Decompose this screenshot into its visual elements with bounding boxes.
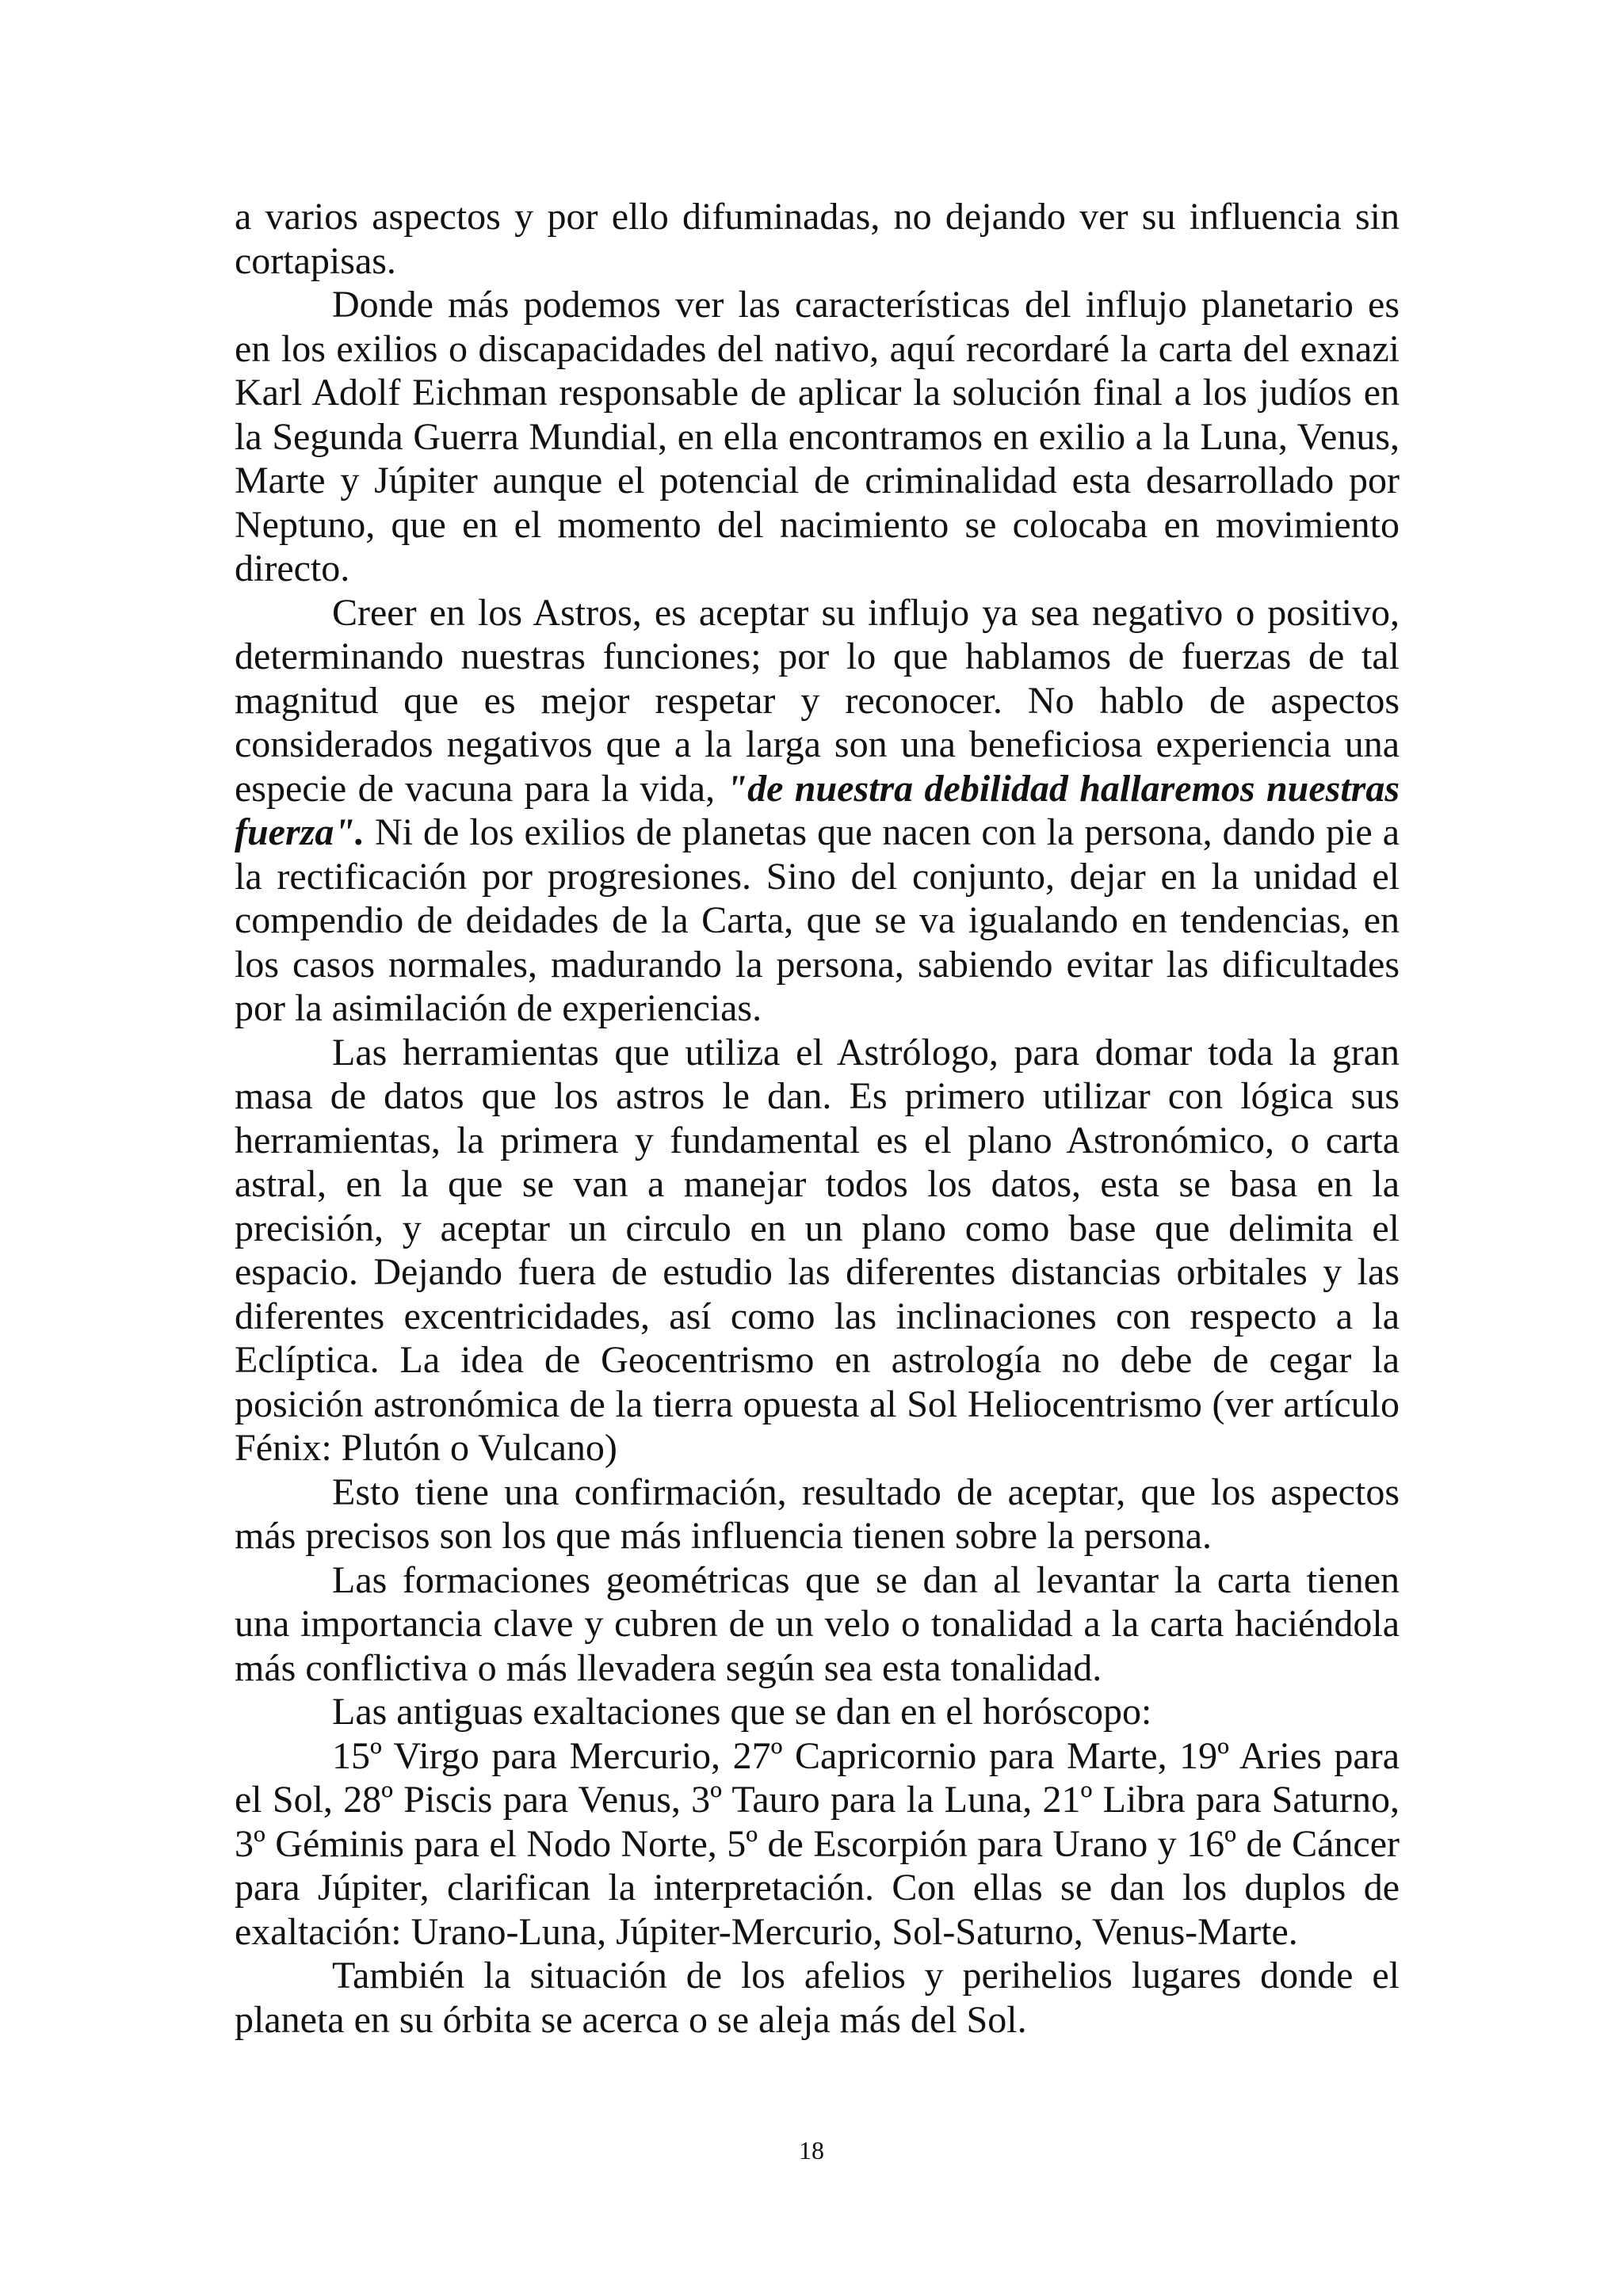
paragraph-2: Donde más podemos ver las características del influjo planetario es en los exilios o discapacidades del nativo, aquí recordaré la carta del exnazi Karl Adolf Eichman responsable de aplicar la solución final a los judíos en la Segunda Guerra Mundial, en ella encontramos en exilio a la Luna, Venus, Marte y Júpiter aunque el potencial de criminalidad esta desarrollado por Neptuno, que en el momento del nacimiento se colocaba en movimiento directo. (235, 284, 1400, 589)
emphasized-quote: "de nuestra debilidad hallaremos nuestras fuerza". (235, 767, 1400, 853)
paragraph-9: También la situación de los afelios y perihelios lugares donde el planeta en su órbita se acerca o se aleja más del Sol. (235, 1955, 1400, 2041)
page-number: 18 (799, 2136, 824, 2164)
paragraph-3-text-before: Creer en los Astros, es aceptar su influjo ya sea negativo o positivo, determinando nuestras funciones; por lo que hablamos de fuerzas de tal magnitud que es mejor respetar y reconocer. No hablo de aspectos considerados negativos que a la larga son una beneficiosa experiencia una especie de vacuna para la vida, (235, 591, 1400, 810)
paragraph-7: Las antiguas exaltaciones que se dan en el horóscopo: (332, 1691, 1152, 1733)
paragraph-4: Las herramientas que utiliza el Astrólogo, para domar toda la gran masa de datos que los astros le dan. Es primero utilizar con lógica sus herramientas, la primera y fundamental es el plano Astronómico, o carta astral, en la que se van a manejar todos los datos, esta se basa en la precisión, y aceptar un circulo en un plano como base que delimita el espacio. Dejando fuera de estudio las diferentes distancias orbitales y las diferentes excentricidades, así como las inclinaciones con respecto a la Eclíptica. La idea de Geocentrismo en astrología no debe de cegar la posición astronómica de la tierra opuesta al Sol Heliocentrismo (ver artículo Fénix: Plutón o Vulcano) (235, 1031, 1400, 1469)
paragraph-3-text-after: Ni de los exilios de planetas que nacen con la persona, dando pie a la rectificación por progresiones. Sino del conjunto, dejar en la unidad el compendio de deidades de la Carta, que se va igualando en tendencias, en los casos normales, madurando la persona, sabiendo evitar las dificultades por la asimilación de experiencias. (235, 811, 1400, 1029)
paragraph-6: Las formaciones geométricas que se dan al levantar la carta tienen una importancia clave y cubren de un velo o tonalidad a la carta haciéndola más conflictiva o más llevadera según sea esta tonalidad. (235, 1558, 1400, 1689)
body-text (235, 195, 1400, 2042)
paragraph-1: a varios aspectos y por ello difuminadas, no dejando ver su influencia sin cortapisas. (235, 196, 1400, 282)
paragraph-5: Esto tiene una confirmación, resultado de aceptar, que los aspectos más precisos son los que más influencia tienen sobre la persona. (235, 1470, 1400, 1557)
paragraph-8: 15º Virgo para Mercurio, 27º Capricornio para Marte, 19º Aries para el Sol, 28º Piscis para Venus, 3º Tauro para la Luna, 21º Libra para Saturno, 3º Géminis para el Nodo Norte, 5º de Escorpión para Urano y 16º de Cáncer para Júpiter, clarifican la interpretación. Con ellas se dan los duplos de exaltación: Urano-Luna, Júpiter-Mercurio, Sol-Saturno, Venus-Marte. (235, 1734, 1400, 1953)
paragraph-3 (235, 591, 1400, 1031)
